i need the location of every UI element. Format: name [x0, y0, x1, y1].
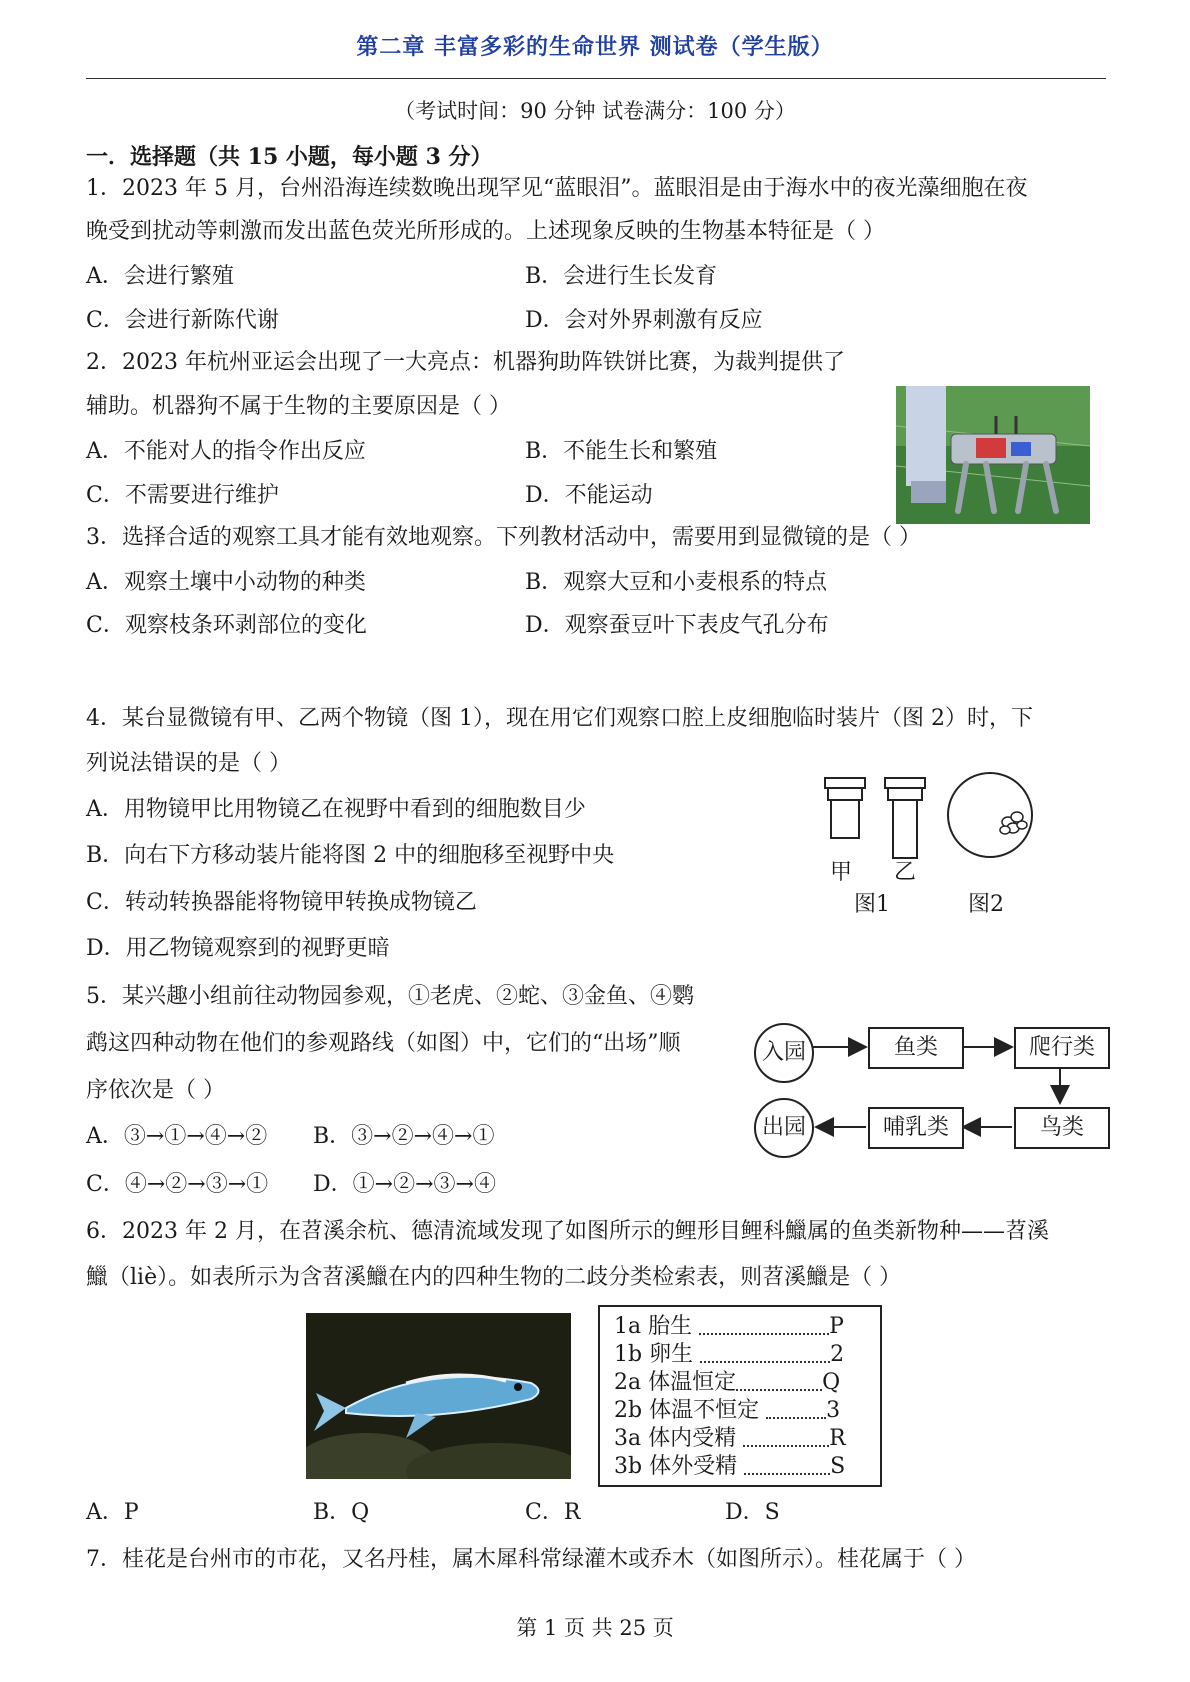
- node-mammal: 哺乳类: [868, 1107, 964, 1149]
- q6-option-b[interactable]: B．Q: [313, 1500, 370, 1525]
- q1-option-a[interactable]: A．会进行繁殖: [86, 264, 234, 289]
- key-row: 3b 体外受精 S: [614, 1454, 846, 1479]
- q7-stem: 7．桂花是台州市的市花，又名丹桂，属木犀科常绿灌木或乔木（如图所示）。桂花属于（ ）: [86, 1547, 976, 1572]
- label-yi: 乙: [894, 860, 917, 885]
- robot-dog-photo: [896, 386, 1090, 524]
- node-fish: 鱼类: [868, 1027, 964, 1069]
- q5-stem-line3: 序依次是（ ）: [86, 1078, 225, 1103]
- q4-option-d[interactable]: D．用乙物镜观察到的视野更暗: [86, 936, 390, 961]
- key-row: 2a 体温恒定 Q: [614, 1370, 841, 1395]
- q3-option-a[interactable]: A．观察土壤中小动物的种类: [86, 570, 366, 595]
- q4-option-b[interactable]: B．向右下方移动装片能将图 2 中的细胞移至视野中央: [86, 843, 615, 868]
- q3-option-d[interactable]: D．观察蚕豆叶下表皮气孔分布: [525, 613, 829, 638]
- q1-stem-line2: 晚受到扰动等刺激而发出蓝色荧光所形成的。上述现象反映的生物基本特征是（ ）: [86, 219, 885, 244]
- q5-option-d[interactable]: D．①→②→③→④: [313, 1172, 496, 1197]
- q4-stem-line2: 列说法错误的是（ ）: [86, 751, 291, 776]
- q5-option-a[interactable]: A．③→①→④→②: [86, 1124, 268, 1149]
- page-title: 第二章 丰富多彩的生命世界 测试卷（学生版）: [356, 35, 834, 60]
- q5-option-c[interactable]: C．④→②→③→①: [86, 1172, 269, 1197]
- q5-stem-line1: 5．某兴趣小组前往动物园参观，①老虎、②蛇、③金鱼、④鹦: [86, 984, 694, 1009]
- label-fig2: 图2: [968, 892, 1004, 917]
- q6-option-d[interactable]: D．S: [725, 1500, 780, 1525]
- label-fig1: 图1: [854, 892, 890, 917]
- node-enter: 入园: [754, 1023, 814, 1083]
- page-number: 第 1 页 共 25 页: [516, 1616, 674, 1640]
- q2-option-b[interactable]: B．不能生长和繁殖: [525, 439, 718, 464]
- key-row: 1a 胎生 P: [614, 1314, 844, 1339]
- q1-option-b[interactable]: B．会进行生长发育: [525, 264, 718, 289]
- q5-option-b[interactable]: B．③→②→④→①: [313, 1124, 495, 1149]
- label-jia: 甲: [830, 860, 853, 885]
- q2-option-d[interactable]: D．不能运动: [525, 483, 653, 508]
- q2-stem-line2: 辅助。机器狗不属于生物的主要原因是（ ）: [86, 394, 511, 419]
- node-bird: 鸟类: [1014, 1107, 1110, 1149]
- exam-info: （考试时间：90 分钟 试卷满分：100 分）: [394, 99, 796, 123]
- q2-option-c[interactable]: C．不需要进行维护: [86, 483, 279, 508]
- q6-option-a[interactable]: A．P: [86, 1500, 139, 1525]
- q3-option-c[interactable]: C．观察枝条环剥部位的变化: [86, 613, 367, 638]
- dichotomous-key-table: [598, 1305, 882, 1487]
- node-reptile: 爬行类: [1014, 1027, 1110, 1069]
- q4-stem-line1: 4．某台显微镜有甲、乙两个物镜（图 1），现在用它们观察口腔上皮细胞临时装片（图 2）时，下: [86, 706, 1033, 731]
- q1-option-c[interactable]: C．会进行新陈代谢: [86, 308, 279, 333]
- fish-photo: [306, 1313, 571, 1479]
- q2-option-a[interactable]: A．不能对人的指令作出反应: [86, 439, 366, 464]
- header-rule: [86, 78, 1106, 79]
- q6-stem-line1: 6．2023 年 2 月，在苕溪余杭、德清流域发现了如图所示的鲤形目鲤科鱲属的鱼类新物种——苕溪: [86, 1219, 1049, 1244]
- q1-option-d[interactable]: D．会对外界刺激有反应: [525, 308, 763, 333]
- q4-option-c[interactable]: C．转动转换器能将物镜甲转换成物镜乙: [86, 890, 477, 915]
- key-row: 1b 卵生 2: [614, 1342, 845, 1367]
- q3-stem: 3．选择合适的观察工具才能有效地观察。下列教材活动中，需要用到显微镜的是（ ）: [86, 525, 921, 550]
- section-title: 一．选择题（共 15 小题，每小题 3 分）: [86, 144, 493, 170]
- key-row: 2b 体温不恒定 3: [614, 1398, 841, 1423]
- key-row: 3a 体内受精 R: [614, 1426, 846, 1451]
- q2-stem-line1: 2．2023 年杭州亚运会出现了一大亮点：机器狗助阵铁饼比赛，为裁判提供了: [86, 350, 845, 375]
- q4-option-a[interactable]: A．用物镜甲比用物镜乙在视野中看到的细胞数目少: [86, 797, 586, 822]
- q6-option-c[interactable]: C．R: [525, 1500, 581, 1525]
- q3-option-b[interactable]: B．观察大豆和小麦根系的特点: [525, 570, 828, 595]
- q6-stem-line2: 鱲（liè）。如表所示为含苕溪鱲在内的四种生物的二歧分类检索表，则苕溪鱲是（ ）: [86, 1265, 902, 1290]
- node-exit: 出园: [754, 1098, 814, 1158]
- q1-stem-line1: 1．2023 年 5 月，台州沿海连续数晚出现罕见“蓝眼泪”。蓝眼泪是由于海水中的夜光藻细胞在夜: [86, 176, 1028, 201]
- q5-stem-line2: 鹉这四种动物在他们的参观路线（如图）中，它们的“出场”顺: [86, 1031, 681, 1056]
